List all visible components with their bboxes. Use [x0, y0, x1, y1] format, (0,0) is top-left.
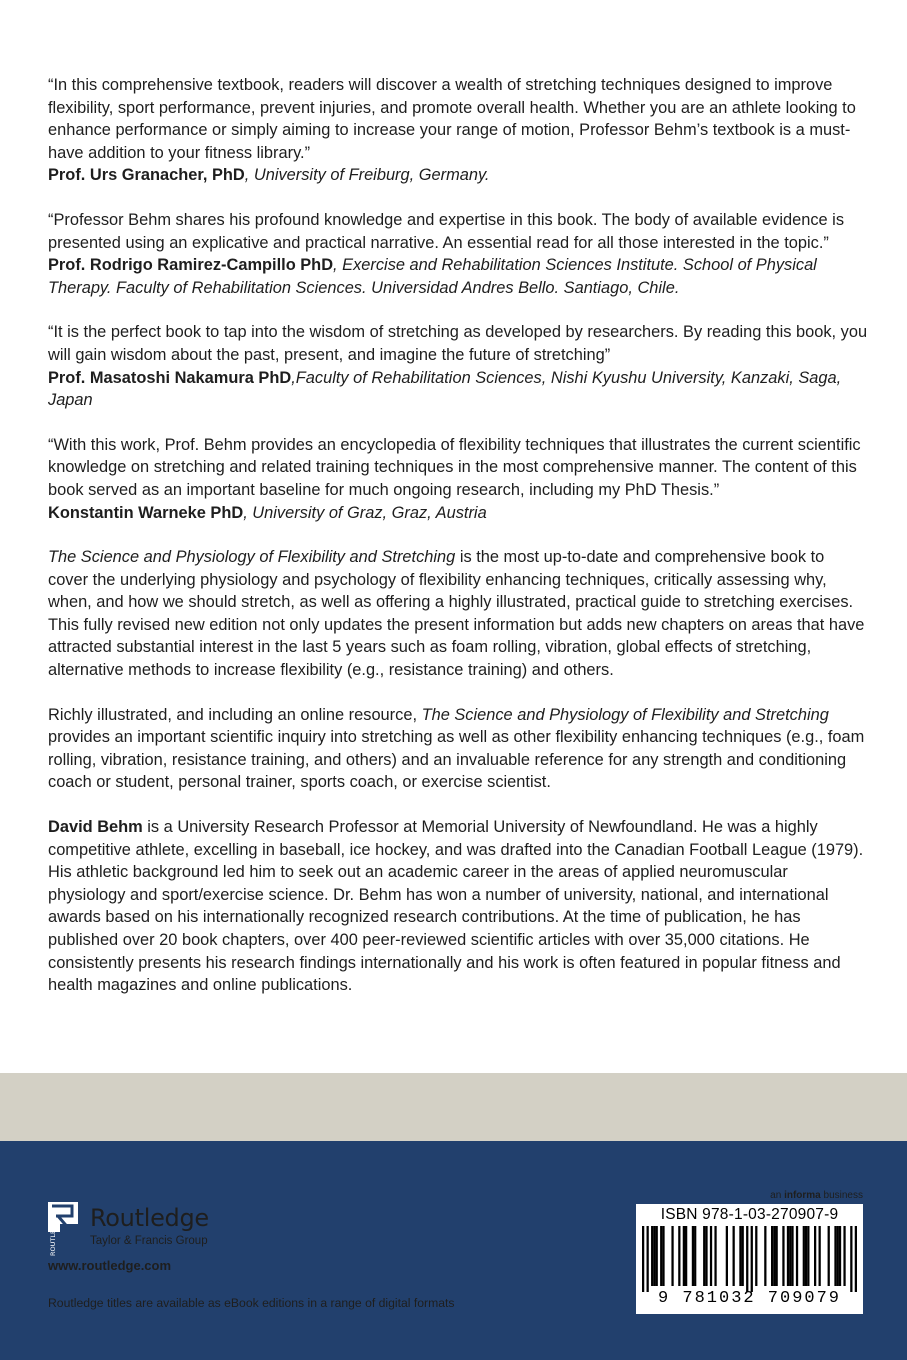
endorser-affiliation: , University of Freiburg, Germany.: [244, 166, 490, 185]
barcode-bar: [805, 1226, 807, 1286]
informa-brand: informa: [784, 1190, 821, 1201]
endorser-affiliation: ,Faculty of Rehabilitation Sciences, Nishi Kyushu University, Kanzaki, Saga, Japan: [48, 368, 842, 410]
barcode-bar: [694, 1226, 696, 1286]
informa-suffix: business: [820, 1190, 863, 1201]
endorser-name: Konstantin Warneke PhD: [48, 503, 244, 522]
endorsement-2: [48, 209, 868, 299]
barcode-bar: [742, 1226, 744, 1286]
barcode-bar: [837, 1226, 839, 1286]
endorser-name: Prof. Urs Granacher, PhD: [48, 166, 245, 185]
barcode-bar: [705, 1226, 707, 1286]
barcode-number: 9 781032 709079: [657, 1289, 842, 1308]
publisher-group: Taylor & Francis Group: [90, 1235, 208, 1247]
barcode-bar: [651, 1226, 653, 1286]
barcode-bar: [714, 1226, 716, 1286]
informa-prefix: an: [770, 1190, 785, 1201]
barcode-bar: [662, 1226, 664, 1286]
endorser-name: Prof. Rodrigo Ramirez-Campillo PhD: [48, 256, 334, 275]
author-bio: [48, 816, 868, 997]
book-title: The Science and Physiology of Flexibility and Stretching: [48, 548, 456, 567]
book-title: The Science and Physiology of Flexibility and Stretching: [421, 705, 829, 724]
endorsement-attribution: [48, 164, 868, 187]
barcode-bar: [678, 1226, 680, 1286]
barcode-bar: [789, 1226, 791, 1286]
barcode-bar: [807, 1226, 809, 1286]
endorsement-3: [48, 321, 868, 411]
barcode-bar: [843, 1226, 845, 1286]
barcode-bar: [828, 1226, 830, 1286]
author-bio-text: is a University Research Professor at Memorial University of Newfoundland. He was a highly competitive athlete, excelling in baseball, ice hockey, and was drafted into the Canadian Football League (1979). His athletic background led him to seek out an academic career in the areas of applied neuromuscular physiology and sport/exercise science. Dr. Behm has won a number of university, national, and international awards based on his internationally recognized research contributions. At the time of publication, he has published over 20 book chapters, over 400 peer-reviewed scientific articles with over 35,000 citations. He consistently presents his research findings internationally and his work is often featured in popular fitness and health magazines and online publications.: [48, 818, 864, 995]
endorsement-attribution: [48, 367, 868, 412]
color-band: [0, 1073, 907, 1141]
barcode-bar: [773, 1226, 775, 1286]
endorser-name: Prof. Masatoshi Nakamura PhD: [48, 368, 292, 387]
barcode-bar: [814, 1226, 816, 1286]
barcode-bar: [656, 1226, 658, 1286]
barcode-bar: [733, 1226, 735, 1286]
publisher-name: Routledge: [90, 1204, 209, 1232]
barcode-bar: [746, 1226, 748, 1292]
barcode-bar: [692, 1226, 694, 1286]
barcode-bar: [683, 1226, 685, 1286]
barcode-bar: [803, 1226, 805, 1286]
endorsement-1: [48, 74, 868, 187]
barcode-bar: [776, 1226, 778, 1286]
barcode-bar: [653, 1226, 655, 1286]
barcode-bar: [855, 1226, 857, 1292]
ebook-note: Routledge titles are available as eBook editions in a range of digital formats: [48, 1296, 455, 1310]
logo-vertical-text: ROUTLEDGE: [49, 1215, 57, 1256]
barcode-bar: [647, 1226, 649, 1292]
isbn-barcode-box: [636, 1204, 863, 1314]
endorsement-quote: “In this comprehensive textbook, readers will discover a wealth of stretching techniques designed to improve flexibility, sport performance, prevent injuries, and promote overall health. Whether you are an athlete looking to enhance performance or simply aiming to increase your range of motion, Professor Behm’s textbook is a must-have addition to your fitness library.”: [48, 76, 856, 162]
informa-tagline: [770, 1190, 863, 1201]
barcode-bar: [819, 1226, 821, 1286]
endorsement-attribution: [48, 502, 868, 525]
barcode-bar: [642, 1226, 644, 1292]
barcode-bar: [726, 1226, 728, 1286]
endorsement-4: [48, 434, 868, 524]
description-lead: Richly illustrated, and including an online resource,: [48, 705, 422, 724]
barcode-bar: [834, 1226, 836, 1286]
barcode-bar: [839, 1226, 841, 1286]
endorser-affiliation: , Exercise and Rehabilitation Sciences Institute. School of Physical Therapy. Faculty of Rehabilitation Sciences. Universidad Andres Bello. Santiago, Chile.: [48, 256, 817, 297]
endorsement-quote: “Professor Behm shares his profound knowledge and expertise in this book. The body of available evidence is presented using an explicative and practical narrative. An essential read for all those interested in the topic.”: [48, 210, 845, 252]
barcode-bar: [703, 1226, 705, 1286]
barcode-bar: [771, 1226, 773, 1286]
description-text: provides an important scientific inquiry into stretching as well as other flexibility enhancing techniques (e.g., foam rolling, vibration, resistance training, and others) and an invaluable reference for any strength and conditioning coach or student, personal trainer, sports coach, or exercise scientist.: [48, 728, 865, 792]
barcode-bar: [710, 1226, 712, 1286]
routledge-logo-icon: [48, 1202, 78, 1256]
barcode-bar: [764, 1226, 766, 1286]
barcode-bar: [782, 1226, 784, 1286]
barcode-bar: [791, 1226, 793, 1286]
barcode-bar: [751, 1226, 753, 1292]
publisher-website[interactable]: www.routledge.com: [48, 1258, 172, 1273]
barcode-bar: [796, 1226, 798, 1286]
barcode-bar: [660, 1226, 662, 1286]
barcode-bar: [685, 1226, 687, 1286]
book-description: [48, 546, 868, 682]
isbn-label: ISBN 978-1-03-270907-9: [660, 1206, 839, 1223]
endorser-affiliation: , University of Graz, Graz, Austria: [243, 503, 487, 522]
author-name: David Behm: [48, 818, 143, 837]
book-description-2: [48, 704, 868, 794]
back-cover-text: [48, 74, 868, 1019]
barcode-bar: [850, 1226, 852, 1292]
barcode-bar: [671, 1226, 673, 1286]
barcode-bar: [739, 1226, 741, 1286]
barcode-bar: [755, 1226, 757, 1286]
endorsement-attribution: [48, 254, 868, 299]
barcode: [642, 1226, 857, 1292]
description-text: is the most up-to-date and comprehensive book to cover the underlying physiology and psychology of flexibility enhancing techniques, critically assessing why, when, and how we should stretch, as well as offering a highly illustrated, practical guide to stretching exercises. This fully revised new edition not only updates the present information but adds new chapters on areas that have attracted substantial interest in the last 5 years such as foam rolling, vibration, global effects of stretching, alternative methods to increase flexibility (e.g., resistance training) and others.: [48, 548, 865, 680]
endorsement-quote: “It is the perfect book to tap into the wisdom of stretching as developed by researchers. By reading this book, you will gain wisdom about the past, present, and imagine the future of stretching”: [48, 323, 868, 364]
endorsement-quote: “With this work, Prof. Behm provides an encyclopedia of flexibility techniques that illustrates the current scientific knowledge on stretching and related training techniques in the most comprehensive manner. The content of this book served as an important baseline for much ongoing research, including my PhD Thesis.”: [48, 435, 861, 499]
barcode-bar: [787, 1226, 789, 1286]
